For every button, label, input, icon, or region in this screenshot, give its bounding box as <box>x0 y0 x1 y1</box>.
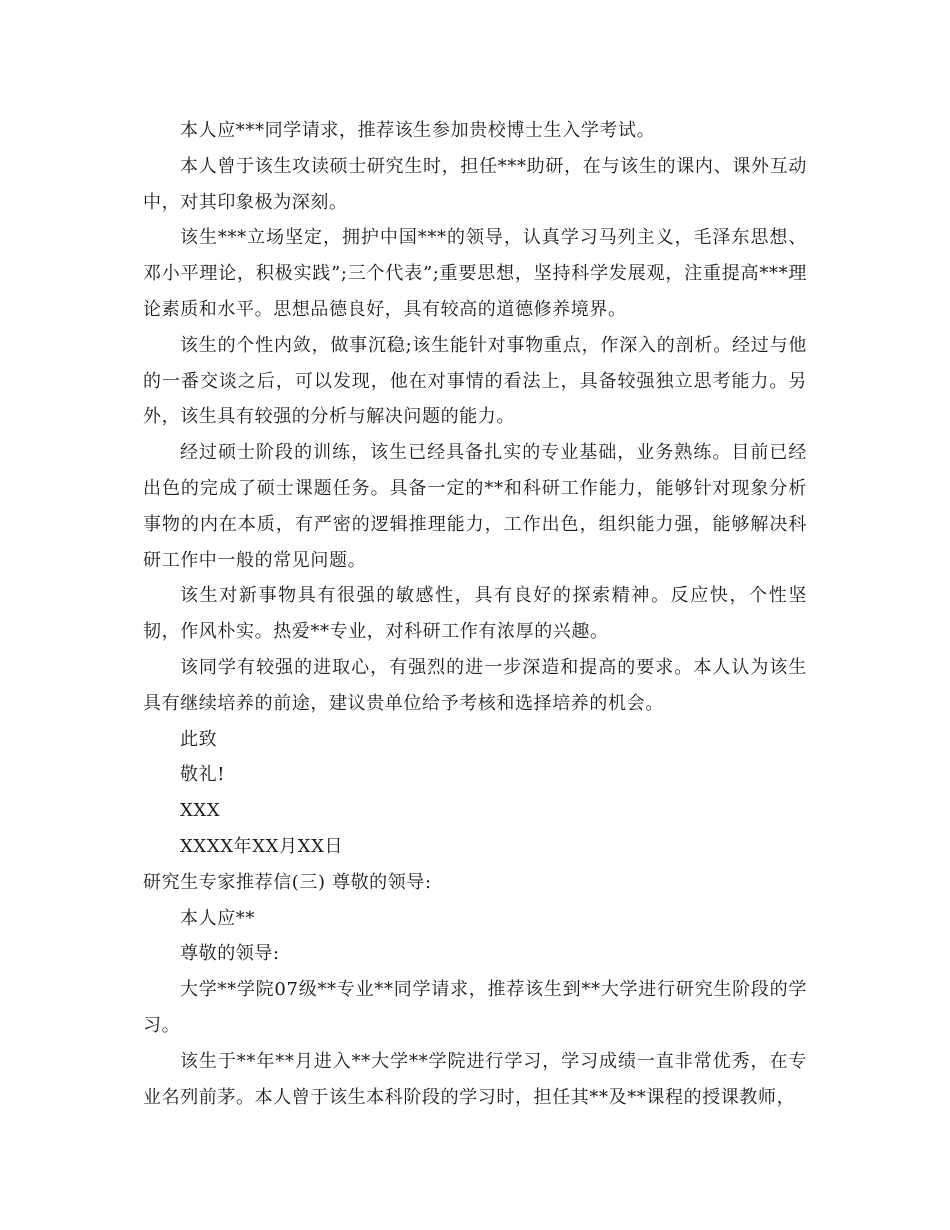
closing-salutation: 此致 <box>180 728 218 750</box>
document-body <box>143 113 807 1115</box>
paragraph-recommendation: 该同学有较强的进取心，有强烈的进一步深造和提高的要求。本人认为该生具有继续培养的前途，建议贵单位给予考核和选择培养的机会。 <box>143 656 807 714</box>
paragraph-request-2: 大学**学院07级**专业**同学请求，推荐该生到**大学进行研究生阶段的学习。 <box>143 979 807 1036</box>
paragraph-fragment: 本人应** <box>180 907 255 929</box>
closing-regards: 敬礼! <box>180 764 226 786</box>
paragraph-acquaintance: 本人曾于该生攻读硕士研究生时，担任***助研，在与该生的课内、课外互动中，对其印象极为深刻。 <box>143 155 807 213</box>
paragraph-academic-record: 该生于**年**月进入**大学**学院进行学习，学习成绩一直非常优秀，在专业名列前茅。本人曾于该生本科阶段的学习时，担任其**及**课程的授课教师， <box>143 1050 807 1108</box>
signature-name: XXX <box>180 800 221 822</box>
paragraph-exploration-spirit: 该生对新事物具有很强的敏感性，具有良好的探索精神。反应快，个性坚韧，作风朴实。热爱**专业，对科研工作有浓厚的兴趣。 <box>143 585 807 643</box>
signature-date: XXXX年XX月XX日 <box>180 835 344 857</box>
paragraph-personality: 该生的个性内敛，做事沉稳;该生能针对事物重点，作深入的剖析。经过与他的一番交谈之后，可以发现，他在对事情的看法上，具备较强独立思考能力。另外，该生具有较强的分析与解决问题的能力。 <box>143 334 807 428</box>
paragraph-professional-ability: 经过硕士阶段的训练，该生已经具备扎实的专业基础，业务熟练。目前已经出色的完成了硕士课题任务。具备一定的**和科研工作能力，能够针对现象分析事物的内在本质，有严密的逻辑推理能力，工作出色，组织能力强，能够解决科研工作中一般的常见问题。 <box>143 442 807 571</box>
paragraph-request: 本人应***同学请求，推荐该生参加贵校博士生入学考试。 <box>180 120 656 141</box>
paragraph-political-stance: 该生***立场坚定，拥护中国***的领导，认真学习马列主义，毛泽东思想、邓小平理论，积极实践”;三个代表”;重要思想，坚持科学发展观，注重提高***理论素质和水平。思想品德良好，具有较高的道德修养境界。 <box>143 227 807 320</box>
greeting: 尊敬的领导: <box>180 943 280 965</box>
section-heading: 研究生专家推荐信(三) 尊敬的领导: <box>143 871 432 893</box>
